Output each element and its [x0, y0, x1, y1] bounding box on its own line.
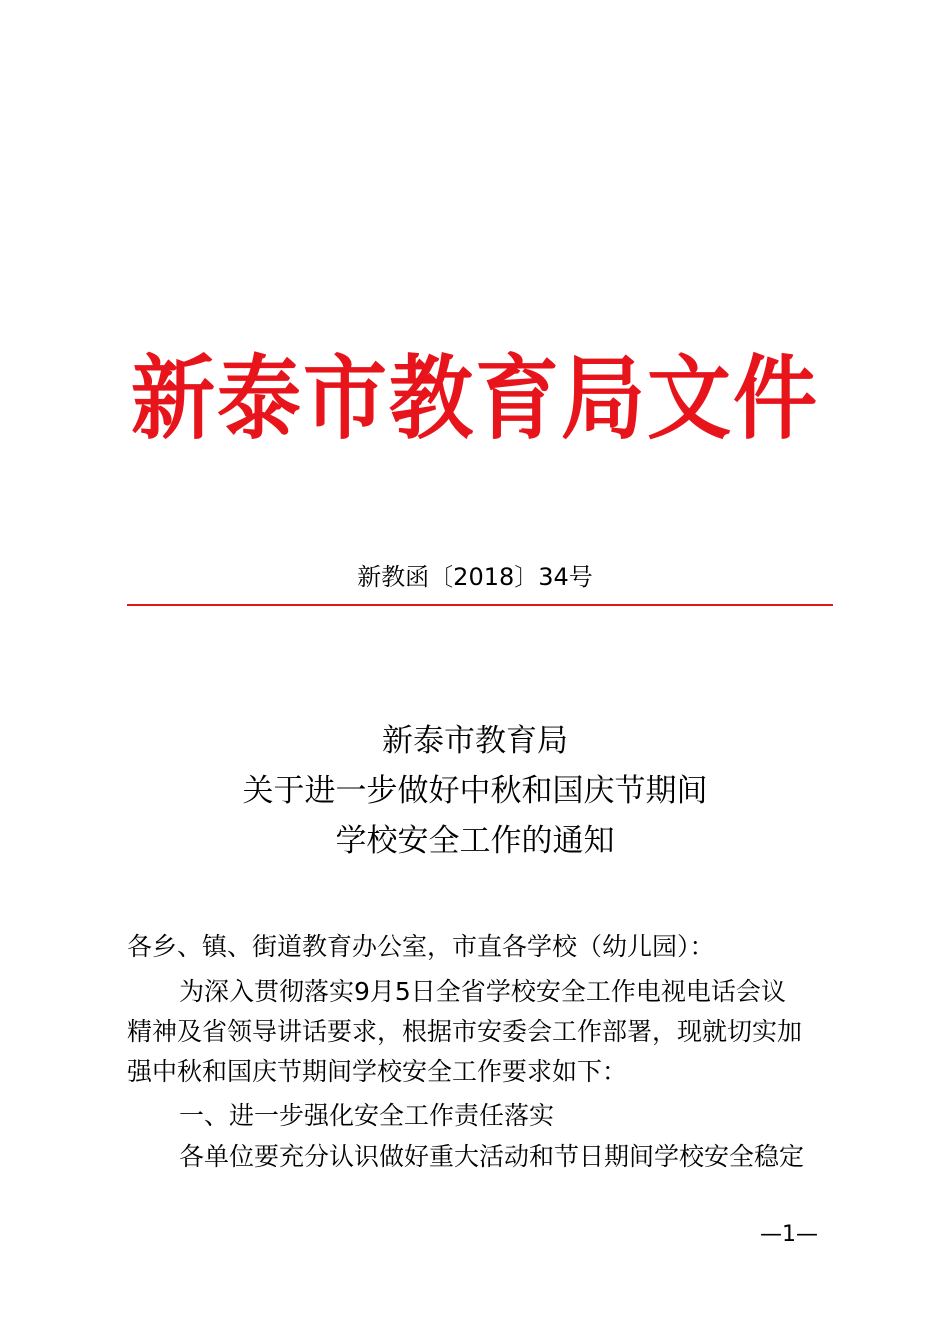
title-line-3: 学校安全工作的通知	[335, 823, 615, 859]
title-line-1: 新泰市教育局	[382, 723, 568, 759]
section-1-heading: 一、进一步强化安全工作责任落实	[179, 1101, 555, 1130]
red-divider-line	[127, 604, 833, 606]
salutation: 各乡、镇、街道教育办公室，市直各学校（幼儿园）：	[127, 932, 715, 961]
paragraph-1-line-1: 为深入贯彻落实9月5日全省学校安全工作电视电话会议	[179, 977, 786, 1006]
paragraph-1	[127, 972, 827, 1092]
document-masthead: 新泰市教育局文件	[130, 345, 819, 452]
paragraph-2: 各单位要充分认识做好重大活动和节日期间学校安全稳定	[179, 1142, 805, 1171]
paragraph-1-line-3: 强中秋和国庆节期间学校安全工作要求如下：	[127, 1057, 628, 1086]
paragraph-1-line-2: 精神及省领导讲话要求，根据市安委会工作部署，现就切实加	[127, 1017, 803, 1046]
title-line-2: 关于进一步做好中秋和国庆节期间	[242, 773, 708, 809]
page-number: —1—	[760, 1222, 818, 1247]
document-number: 新教函〔2018〕34号	[357, 563, 593, 591]
document-title	[0, 716, 950, 866]
